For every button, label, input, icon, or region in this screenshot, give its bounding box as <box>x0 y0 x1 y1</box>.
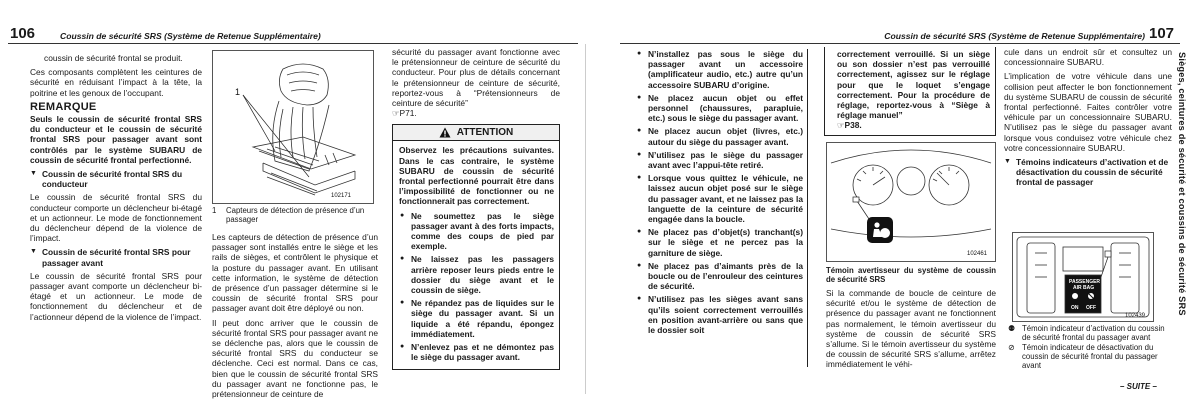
left-column-1 <box>30 53 202 326</box>
list-item: ● Ne placez aucun objet (livres, etc.) autour du siège du passager avant. <box>636 126 803 146</box>
seat-figure-caption <box>212 206 378 224</box>
list-item: ● N’utilisez pas le siège du passager avant avec l’appui-tête retiré. <box>636 150 803 170</box>
attention-intro: Observez les précautions suivantes. Dans le cas contraire, le système SUBARU de coussin de sécurité frontal perfectionné pourrait être dans l’impossibilité de fonctionner ou ne fonctionnerait pas correctement. <box>399 145 554 207</box>
airbag-on-icon: ⚉ <box>1008 324 1016 333</box>
pretensioner-paragraph <box>392 47 560 118</box>
triangle-bullet-icon: ▼ <box>30 248 37 256</box>
driver-airbag-text: Le coussin de sécurité frontal SRS du conducteur comporte un déclencheur bi-étagé et un actionneur. Le mode de fonctionnement du déclencheur dépend de la violence de l’impact. <box>30 192 202 244</box>
panel-label-airbag: AIR BAG <box>1073 285 1095 291</box>
remark-title: REMARQUE <box>30 100 97 113</box>
legend-row-off <box>1008 343 1172 370</box>
list-item: ● Ne laissez pas les passagers arrière reposer leurs pieds entre le dossier du siège avant et le coussin de siège. <box>399 254 554 295</box>
center-console-icon <box>1013 233 1153 321</box>
triangle-bullet-icon: ▼ <box>1004 158 1011 166</box>
caption-number: 1 <box>212 206 217 215</box>
right-column-3 <box>1004 47 1172 191</box>
attention-title: ATTENTION <box>456 126 514 138</box>
legend-on-text: Témoin indicateur d’activation du coussin de sécurité frontal du passager avant <box>1022 324 1165 342</box>
header-rule-right <box>620 43 1180 44</box>
right-column-2-lower <box>826 266 996 374</box>
instrument-cluster-icon <box>827 143 995 261</box>
list-item: ● Lorsque vous quittez le véhicule, ne laissez aucun objet posé sur le siège du passager avant, et ne laissez pas la languette de la ceinture de sécurité engagée dans la boucle. <box>636 173 803 224</box>
attention-body <box>393 141 559 369</box>
right-column-1 <box>636 49 808 367</box>
subsection-passenger-airbag <box>30 247 202 267</box>
warning-triangle-icon <box>439 127 451 138</box>
list-item: ● N’enlevez pas et ne démontez pas le siège du passager avant. <box>399 342 554 362</box>
figure-code: 102171 <box>331 193 352 199</box>
panel-label-passenger: PASSENGER <box>1069 279 1101 285</box>
page-ref-icon: ☞ <box>392 108 400 119</box>
triangle-bullet-icon: ▼ <box>30 170 37 178</box>
legend-off-text: Témoin indicateur de désactivation du coussin de sécurité frontal du passager avant <box>1022 343 1158 370</box>
continued-marker: – SUITE – <box>1120 382 1157 391</box>
subsection-title: Témoins indicateurs d’activation et de désactivation du coussin de sécurité frontal de passager <box>1016 157 1169 188</box>
page-number-left: 106 <box>10 25 36 42</box>
collision-paragraph: L’implication de votre véhicule dans une collision peut affecter le bon fonctionnement du système SUBARU de coussin de sécurité frontal perfectionné. Faites contrôler votre véhicule par un concessionnaire SUBARU. N’utilisez pas le siège du passager avant lorsque vous conduisez votre véhicule chez votre concessionnaire SUBARU. <box>1004 71 1172 153</box>
page-ref-icon: ☞ <box>837 120 845 131</box>
cluster-caption: Témoin avertisseur du système de coussin de sécurité SRS <box>826 266 996 284</box>
indicator-legend <box>1008 324 1172 370</box>
subsection-title: Coussin de sécurité frontal SRS du conducteur <box>42 169 183 190</box>
pretensioner-text: sécurité du passager avant fonctionne avec le prétensionneur de ceinture de sécurité du conducteur. Pour plus de détails concernant le prétensionneur de ceinture de sécurité, reportez-vous à “Prétensionneurs de ceinture de sécurité” <box>392 47 560 109</box>
subsection-driver-airbag <box>30 169 202 189</box>
figure-code: 102439 <box>1125 313 1146 319</box>
running-head-left: Coussin de sécurité SRS (Système de Retenue Supplémentaire) <box>60 31 321 41</box>
attention-list-continued <box>636 49 803 335</box>
page-number-right: 107 <box>1149 25 1175 42</box>
page-ref: P38. <box>844 120 862 131</box>
panel-off-label: OFF <box>1086 305 1096 311</box>
attention-end-text: correctement verrouillé. Si un siège ou son dossier n’est pas verrouillé correctement, agissez sur le réglage pour que le loquet s’engage correctement. Pour la procédure de réglage, reportez-vous à “Siège à réglage manuel” <box>837 49 990 121</box>
list-item: ● Ne répandez pas de liquides sur le siège du passager avant. Si un liquide a été répandu, épongez immédiatement. <box>399 298 554 339</box>
list-item: ● Ne placez pas d’objet(s) tranchant(s) sur le siège et ne percez pas la garniture de siège. <box>636 227 803 258</box>
page-ref: P71. <box>399 108 417 119</box>
passenger-airbag-text: Le coussin de sécurité frontal SRS pour passager avant comporte un déclencheur bi-étagé et un actionneur. Le mode de fonctionnement du déclencheur et de l’actionneur dépend de la violence de l’impact. <box>30 270 202 322</box>
remark-text: Seuls le coussin de sécurité frontal SRS du conducteur et le coussin de sécurité frontal SRS pour passager avant sont contrôlés par le système SUBARU de coussin de sécurité frontal perfectionné. <box>30 114 202 165</box>
attention-box-end <box>824 47 996 136</box>
caption-text: Capteurs de détection de présence d’un passager <box>226 206 365 224</box>
callout-number: 1 <box>235 87 241 97</box>
figure-code: 102461 <box>967 251 988 257</box>
list-item: ● Ne placez aucun objet ou effet personnel (chaussures, parapluie, etc.) sous le siège du passager avant. <box>636 93 803 124</box>
list-item: ● N’utilisez pas les sièges avant sans qu’ils soient correctement verrouillés en position avant-arrière ou sans que le dossier soit <box>636 294 803 335</box>
panel-on-label: ON <box>1071 305 1079 311</box>
header-rule-left <box>8 43 578 44</box>
no-deploy-paragraph: Il peut donc arriver que le coussin de sécurité frontal SRS pour passager avant ne se déclenche pas, alors que le coussin de sécurité frontal SRS du conducteur se déclenche. Ceci est normal. Dans ce cas, bien que le coussin de sécurité frontal SRS du passager avant ne fonctionne pas, le prétensionneur de ceinture de <box>212 317 378 400</box>
list-item: ● N’installez pas sous le siège du passager avant un accessoire (amplificateur audio, etc.) autre qu’un accessoire SUBARU d’origine. <box>636 49 803 90</box>
cluster-figure <box>826 142 996 262</box>
srs-warning-paragraph: Si la commande de boucle de ceinture de sécurité et/ou le système de détection de présence du passager avant ne fonctionnent pas normalement, le témoin avertisseur du système de coussin de sécurité SRS s’allume. Si le témoin avertisseur du système de coussin de sécurité SRS s’allume, arrêtez immédiatement le véhi- <box>826 288 996 370</box>
attention-box <box>392 124 560 370</box>
list-item: ● Ne placez pas d’aimants près de la boucle ou de l’enrouleur des ceintures de sécurité. <box>636 261 803 292</box>
running-head-right <box>884 31 1145 41</box>
airbag-off-icon: ⊘ <box>1008 343 1015 352</box>
attention-list <box>399 211 554 363</box>
sensor-paragraph: Les capteurs de détection de présence d’un passager sont installés entre le siège et les rails de sièges, et contrôlent le physique et la posture du passager avant. En utilisant cette information, le système de détection de présence d’un passager détermine si le coussin de sécurité frontal SRS pour passager avant doit être déployé ou non. <box>212 232 378 314</box>
indicator-panel-figure <box>1012 232 1154 322</box>
right-column-2 <box>824 47 996 136</box>
seat-sensor-figure <box>212 50 374 204</box>
chapter-side-tab: Sièges, ceintures de sécurité et coussins de sécurité SRS <box>1177 52 1187 316</box>
attention-continued-box <box>636 49 808 367</box>
seat-diagram-icon <box>213 51 373 203</box>
subsection-title: Coussin de sécurité frontal SRS pour passager avant <box>42 247 191 268</box>
components-paragraph: Ces composants complètent les ceintures de sécurité en réduisant l’impact à la tête, la poitrine et les genoux de l’occupant. <box>30 67 202 98</box>
running-head-right-text: Coussin de sécurité SRS (Système de Retenue Supplémentaire) <box>884 31 1145 41</box>
page-gutter <box>585 44 586 394</box>
left-column-3 <box>392 47 560 370</box>
left-column-2 <box>212 232 378 403</box>
list-item: ● Ne soumettez pas le siège passager avant à des forts impacts, comme des coups de pied par exemple. <box>399 211 554 252</box>
continued-line: coussin de sécurité frontal se produit. <box>44 53 183 63</box>
legend-row-on <box>1008 324 1172 342</box>
attention-header <box>393 125 559 141</box>
stop-vehicle-paragraph: cule dans un endroit sûr et consultez un concessionnaire SUBARU. <box>1004 47 1172 68</box>
subsection-indicators <box>1004 157 1172 188</box>
